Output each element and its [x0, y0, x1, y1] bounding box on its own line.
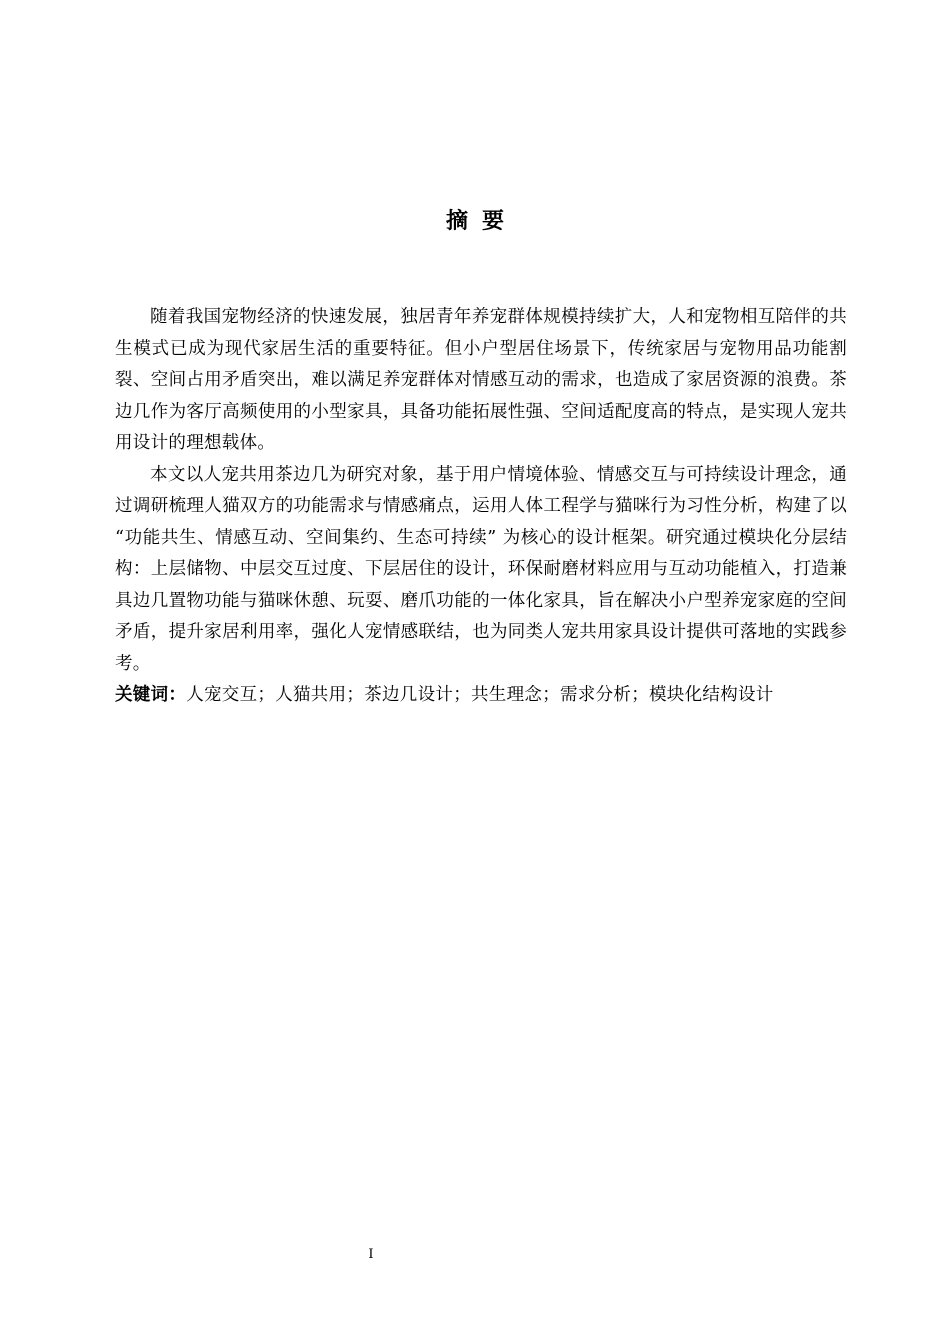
abstract-paragraph-1: 随着我国宠物经济的快速发展，独居青年养宠群体规模持续扩大，人和宠物相互陪伴的共生模式已成为现代家居生活的重要特征。但小户型居住场景下，传统家居与宠物用品功能割裂、空间占用矛盾突出，难以满足养宠群体对情感互动的需求，也造成了家居资源的浪费。茶边几作为客厅高频使用的小型家具，具备功能拓展性强、空间适配度高的特点，是实现人宠共用设计的理想载体。 — [115, 307, 847, 453]
keywords-list: 人宠交互；人猫共用；茶边几设计；共生理念；需求分析；模块化结构设计 — [186, 685, 774, 705]
keywords-label: 关键词： — [115, 685, 187, 705]
abstract-paragraph-2: 本文以人宠共用茶边几为研究对象，基于用户情境体验、情感交互与可持续设计理念，通过调研梳理人猫双方的功能需求与情感痛点，运用人体工程学与猫咪行为习性分析，构建了以 “功能共生、情感互动、空间集约、生态可持续” 为核心的设计框架。研究通过模块化分层结构：上层储物、中层交互过度、下层居住的设计，环保耐磨材料应用与互动功能植入，打造兼具边几置物功能与猫咪休憩、玩耍、磨爪功能的一体化家具，旨在解决小户型养宠家庭的空间矛盾，提升家居利用率，强化人宠情感联结，也为同类人宠共用家具设计提供可落地的实践参考。 — [115, 464, 847, 674]
abstract-body — [115, 302, 847, 712]
keywords-line — [115, 680, 847, 712]
page-title: 摘要 — [445, 209, 518, 234]
page-number: I — [368, 1247, 374, 1262]
